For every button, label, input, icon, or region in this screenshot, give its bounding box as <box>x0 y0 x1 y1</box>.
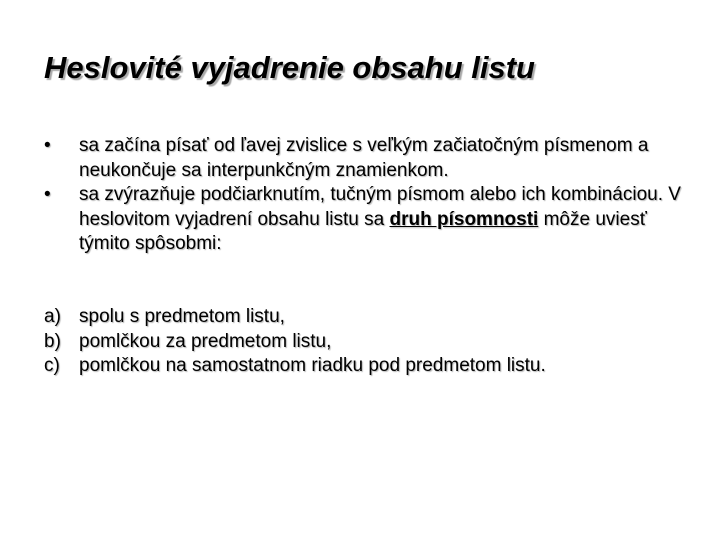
option-list <box>44 305 694 379</box>
option-text: pomlčkou za predmetom listu, <box>79 330 332 352</box>
option-marker: b) <box>44 330 61 352</box>
option-item-b <box>44 330 694 355</box>
option-marker: a) <box>44 306 61 327</box>
bullet-icon: • <box>44 184 51 205</box>
bullet-list <box>44 134 694 257</box>
slide-title: Heslovité vyjadrenie obsahu listu <box>44 50 535 85</box>
bullet-emphasis: druh písomnosti <box>389 208 539 230</box>
bullet-text-before: sa zvýrazňuje podčiarknutím, tučným písmom alebo ich kombináciou. V heslovitom vyjadrení obsahu listu sa <box>79 184 681 230</box>
option-text: spolu s predmetom listu, <box>79 306 285 327</box>
option-item-a <box>44 305 694 330</box>
option-item-c <box>44 354 694 379</box>
bullet-item-2 <box>44 183 694 257</box>
bullet-icon: • <box>44 135 51 156</box>
option-marker: c) <box>44 355 60 376</box>
bullet-text: sa začína písať od ľavej zvislice s veľkým začiatočným písmenom a neukončuje sa interpunkčným znamienkom. <box>79 135 649 181</box>
bullet-text <box>79 183 694 257</box>
option-text: pomlčkou na samostatnom riadku pod predmetom listu. <box>79 355 546 376</box>
bullet-item-1 <box>44 134 694 183</box>
bullet-text-after: môže uviesť týmito spôsobmi: <box>79 208 647 254</box>
